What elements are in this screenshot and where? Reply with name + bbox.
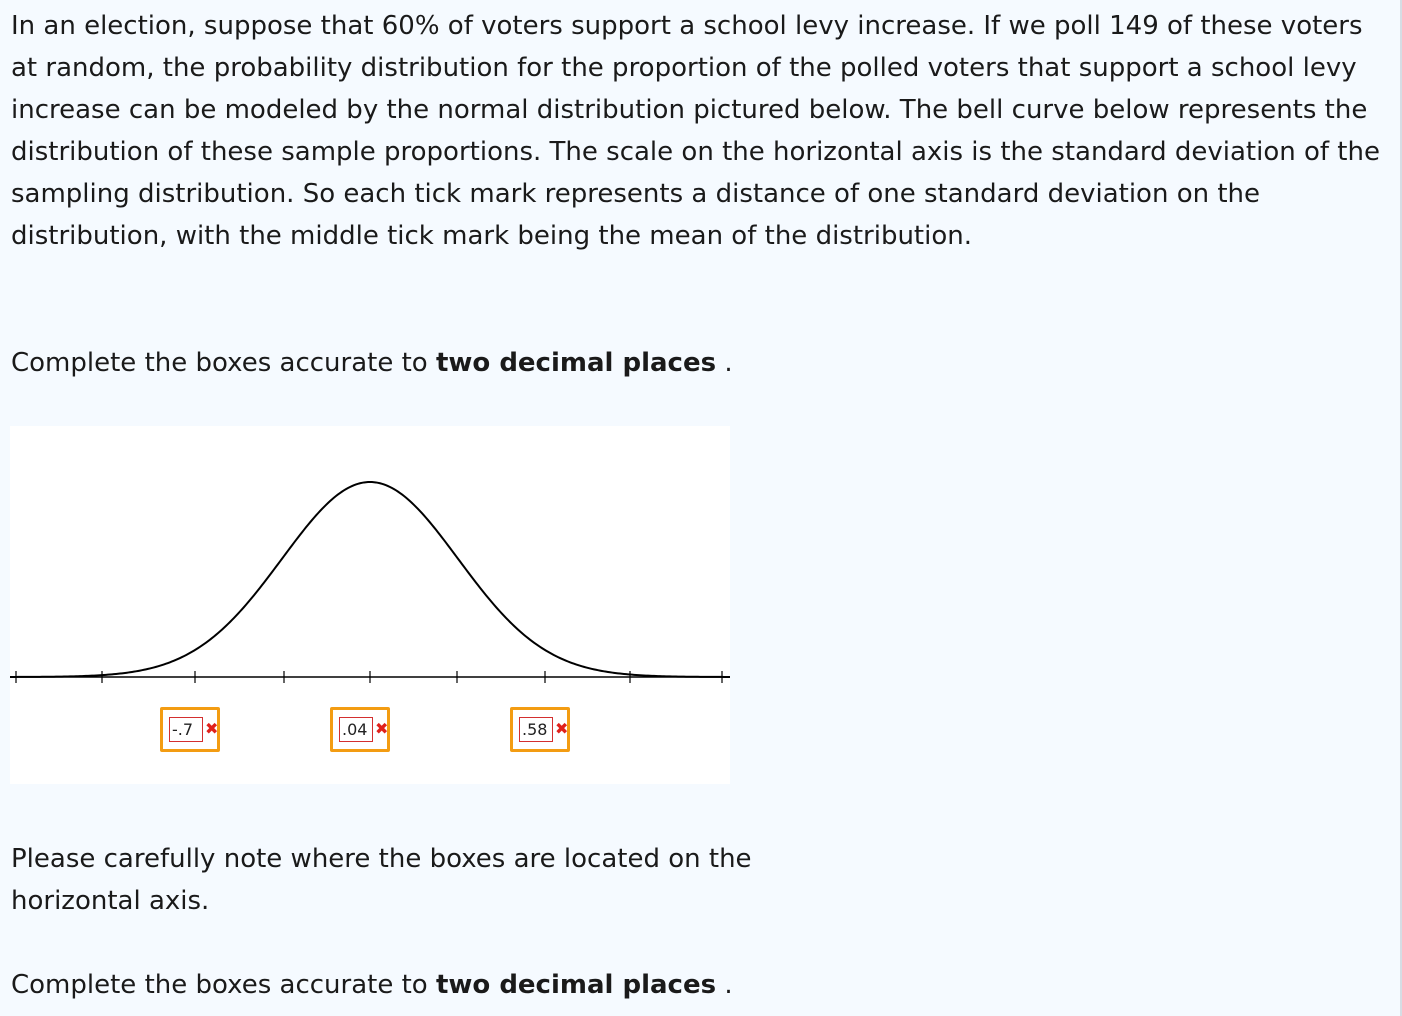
answer-box-right [510,707,570,752]
normal-distribution-graph [10,426,730,784]
instruction-prefix: Complete the boxes accurate to [11,348,436,378]
answer-box-center [330,707,390,752]
bell-curve [10,482,730,677]
instruction-bold: two decimal places [435,970,717,1000]
x-mark-icon: ✖ [205,719,219,738]
question-intro: In an election, suppose that 60% of voters support a school levy increase. If we poll 149 of these voters at random, the probability distribution for the proportion of the polled voters that support a school levy increase can be modeled by the normal distribution pictured below. The bell curve below represents the distribution of these sample proportions. The scale on the horizontal axis is the standard deviation of the sampling distribution. So each tick mark represents a distance of one standard deviation on the distribution, with the middle tick mark being the mean of the distribution. [11,11,1380,251]
x-mark-icon: ✖ [375,719,389,738]
answer-input-right[interactable]: .58 [519,717,553,742]
answer-input-left[interactable]: -.7 [169,717,203,742]
instruction-suffix: . [716,970,733,1000]
instruction-prefix: Complete the boxes accurate to [11,970,436,1000]
note-text: Please carefully note where the boxes are located on the horizontal axis. [11,844,752,916]
instruction-suffix: . [716,348,733,378]
answer-input-center[interactable]: .04 [339,717,373,742]
instruction-text-repeat [11,964,733,1006]
instruction-bold: two decimal places [435,348,717,378]
x-mark-icon: ✖ [555,719,569,738]
instruction-text [11,342,733,384]
answer-box-left [160,707,220,752]
